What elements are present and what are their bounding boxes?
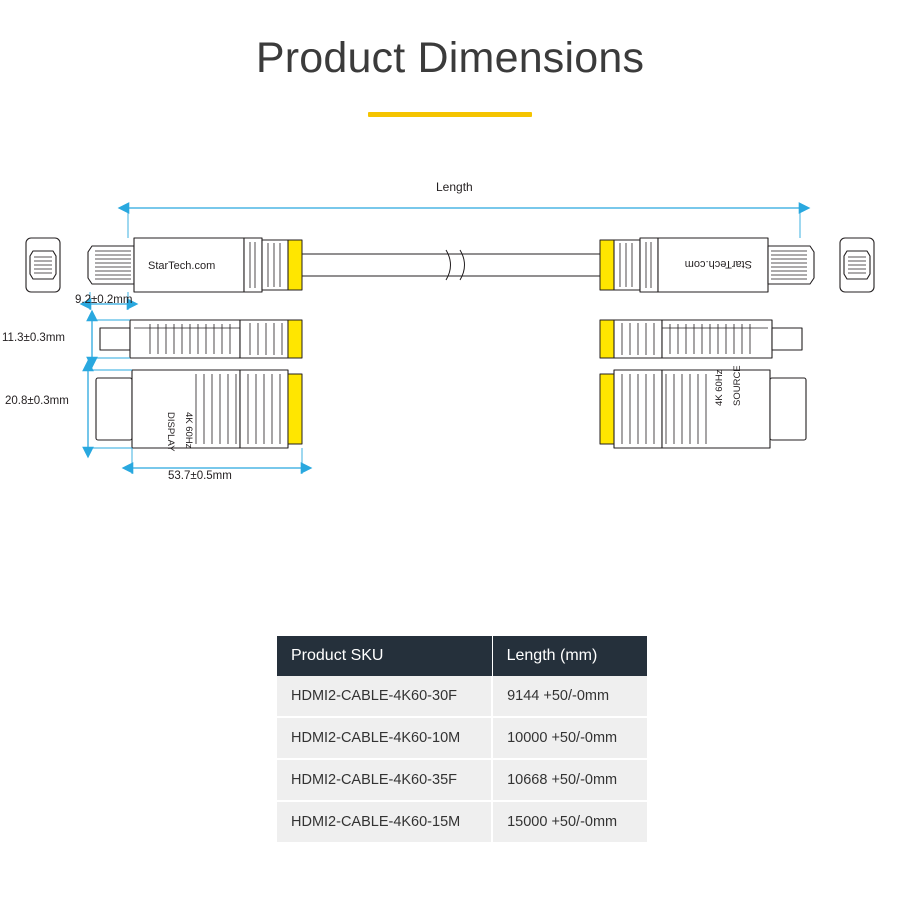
table-row xyxy=(277,717,647,759)
table-row xyxy=(277,676,647,717)
connector-brand-right: StarTech.com xyxy=(684,258,752,270)
connector-brand-left: StarTech.com xyxy=(148,260,216,272)
table-header xyxy=(277,636,647,676)
connector-label-display: DISPLAY xyxy=(165,412,176,452)
dimensions-table-wrapper xyxy=(277,636,647,842)
dimension-label-height-body: 20.8±0.3mm xyxy=(5,395,69,407)
cell-sku: HDMI2-CABLE-4K60-10M xyxy=(277,717,492,759)
table-row xyxy=(277,801,647,842)
dimension-label-length-connector: 53.7±0.5mm xyxy=(168,470,232,482)
column-header-sku: Product SKU xyxy=(277,636,492,676)
dimension-label-width-connector: 9.2±0.2mm xyxy=(75,294,133,306)
dimension-label-length: Length xyxy=(436,180,473,194)
column-header-length: Length (mm) xyxy=(492,636,647,676)
cell-sku: HDMI2-CABLE-4K60-30F xyxy=(277,676,492,717)
table-header-row xyxy=(277,636,647,676)
table-row xyxy=(277,759,647,801)
cell-length: 10000 +50/-0mm xyxy=(492,717,647,759)
table-body xyxy=(277,676,647,842)
connector-label-spec-left: 4K 60Hz xyxy=(183,412,194,449)
cell-sku: HDMI2-CABLE-4K60-15M xyxy=(277,801,492,842)
cell-sku: HDMI2-CABLE-4K60-35F xyxy=(277,759,492,801)
cell-length: 10668 +50/-0mm xyxy=(492,759,647,801)
cable-dimension-diagram xyxy=(0,150,900,550)
connector-label-spec-right: 4K 60Hz xyxy=(714,369,725,406)
connector-label-source: SOURCE xyxy=(732,365,743,406)
dimensions-table xyxy=(277,636,647,842)
cell-length: 9144 +50/-0mm xyxy=(492,676,647,717)
title-underline-rule xyxy=(368,112,532,117)
page-title: Product Dimensions xyxy=(255,34,645,82)
dimension-label-height-connector: 11.3±0.3mm xyxy=(2,332,65,344)
cell-length: 15000 +50/-0mm xyxy=(492,801,647,842)
